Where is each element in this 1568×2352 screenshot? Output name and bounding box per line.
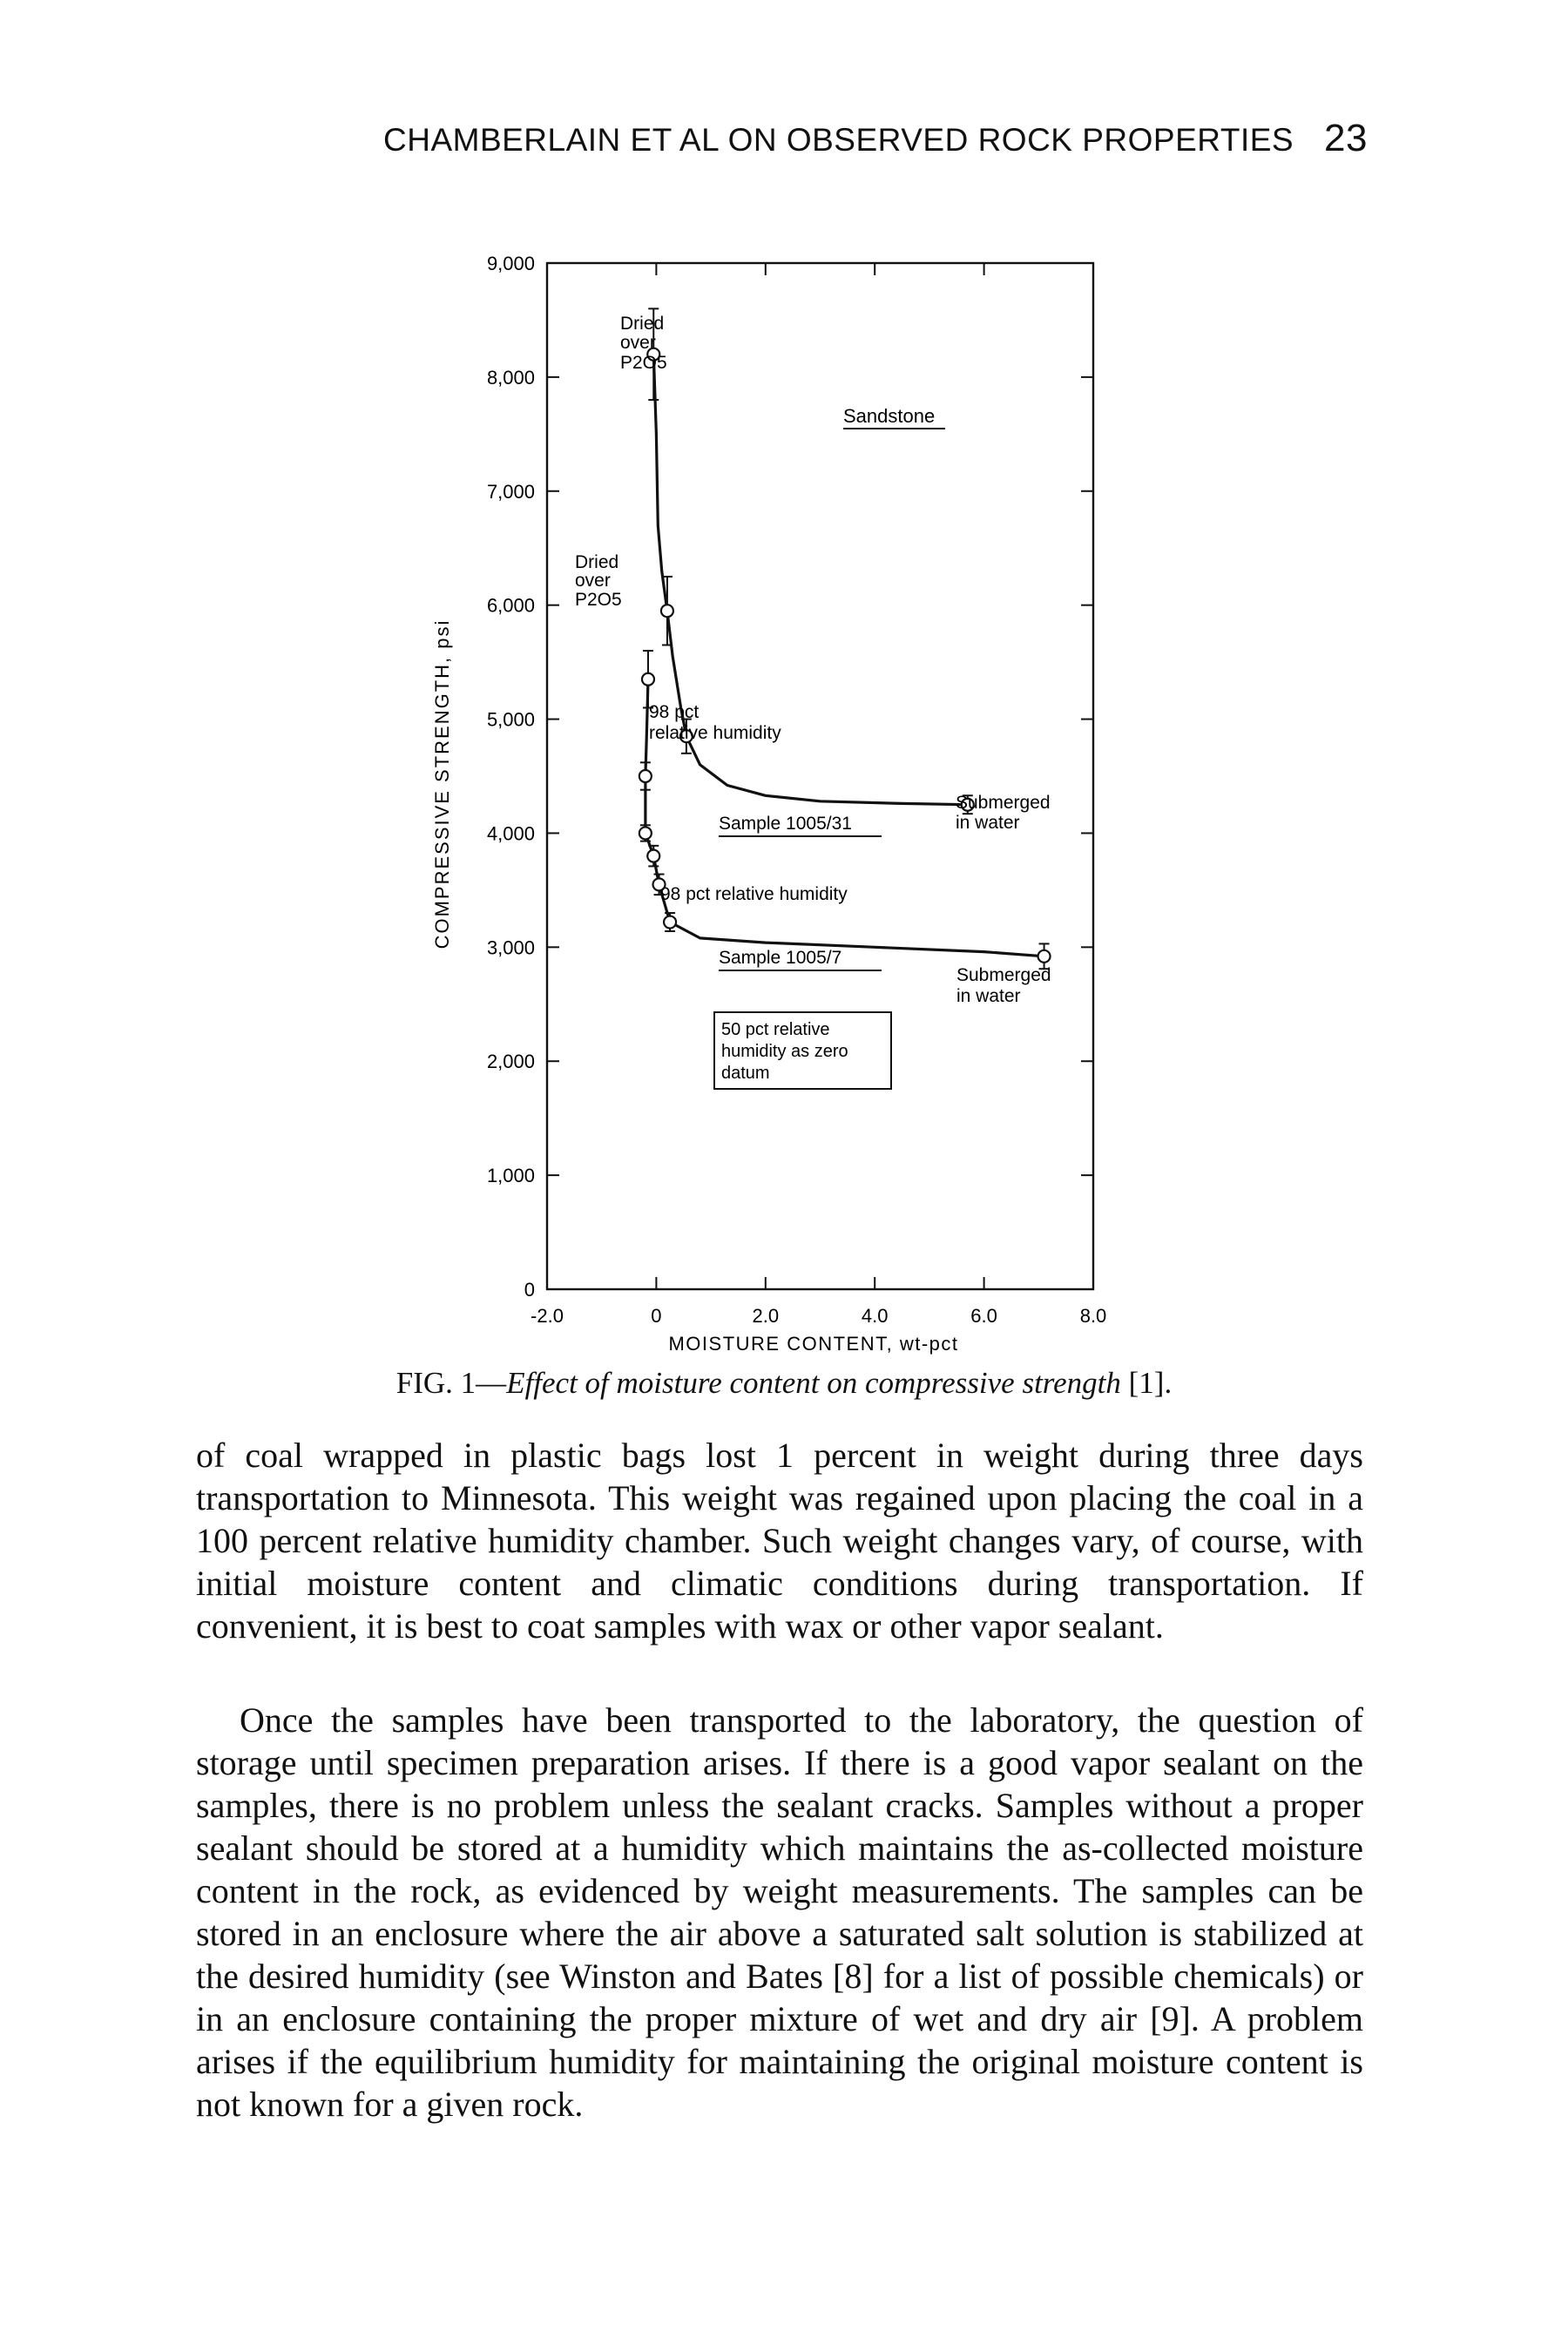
- caption-ref: [1].: [1120, 1366, 1173, 1400]
- annotation-rh98-upper-1: 98 pct: [649, 702, 700, 722]
- annotation-dried-top-1: Dried: [620, 314, 665, 334]
- data-point: [639, 827, 652, 839]
- annotation-sandstone: Sandstone: [843, 405, 936, 427]
- plot-frame: [547, 263, 1093, 1289]
- datum-note-line-2: humidity as zero: [721, 1042, 848, 1061]
- annotation-sample-7: Sample 1005/7: [719, 948, 842, 968]
- annotation-p2o5-top: P2O5: [620, 353, 667, 373]
- running-title: CHAMBERLAIN ET AL ON OBSERVED ROCK PROPERTIES: [383, 122, 1294, 158]
- datum-note-line-3: datum: [721, 1064, 770, 1083]
- x-tick-label: 2.0: [752, 1305, 780, 1327]
- data-point: [647, 850, 659, 862]
- annotation-rh98-lower: 98 pct relative humidity: [660, 884, 848, 904]
- page-number: 23: [1324, 117, 1368, 159]
- annotation-submerged-upper-2: in water: [956, 813, 1020, 833]
- annotation-submerged-upper-1: Submerged: [956, 793, 1051, 813]
- x-tick-label: -2.0: [531, 1305, 564, 1327]
- figure-1-chart: [418, 235, 1167, 1355]
- y-tick-label: 1,000: [486, 1165, 535, 1187]
- x-tick-label: 6.0: [970, 1305, 997, 1327]
- body-paragraph-2: [196, 1699, 1363, 2126]
- data-point: [642, 673, 654, 686]
- data-point: [664, 916, 676, 929]
- y-tick-label: 9,000: [486, 253, 535, 274]
- x-tick-label: 4.0: [861, 1305, 889, 1327]
- y-tick-label: 3,000: [486, 936, 535, 959]
- data-point: [1038, 950, 1051, 963]
- y-tick-label: 4,000: [486, 822, 535, 845]
- annotation-dried-left-1: Dried: [575, 552, 619, 572]
- x-axis-label: MOISTURE CONTENT, wt-pct: [668, 1333, 959, 1355]
- data-point: [639, 770, 652, 782]
- annotation-submerged-lower-1: Submerged: [956, 965, 1051, 985]
- annotation-dried-top-2: over: [620, 333, 656, 353]
- y-tick-label: 2,000: [486, 1051, 535, 1073]
- x-tick-label: 8.0: [1079, 1305, 1107, 1327]
- annotation-dried-left-2: over: [575, 571, 611, 591]
- y-tick-label: 0: [524, 1279, 535, 1301]
- y-axis: [487, 253, 1093, 1301]
- body-paragraph-1: [196, 1434, 1363, 1647]
- annotation-submerged-lower-2: in water: [956, 986, 1021, 1006]
- datum-note-line-1: 50 pct relative: [721, 1020, 830, 1039]
- data-point: [661, 605, 673, 617]
- annotation-sample-31: Sample 1005/31: [719, 814, 852, 834]
- y-tick-label: 8,000: [486, 366, 535, 389]
- y-tick-label: 5,000: [486, 708, 535, 731]
- caption-title: Effect of moisture content on compressive strength: [506, 1366, 1121, 1400]
- annotation-p2o5-left: P2O5: [575, 590, 622, 610]
- caption-label: FIG. 1—: [395, 1366, 507, 1400]
- y-tick-label: 6,000: [486, 594, 535, 617]
- figure-caption: [0, 1366, 1568, 1401]
- paragraph-text: of coal wrapped in plastic bags lost 1 percent in weight during three days transportation to Minnesota. This weight was regained upon placing the coal in a 100 percent relative humidity chamber. Such weight changes vary, of course, with initial moisture content and climatic conditions during transportation. If convenient, it is best to coat samples with wax or other vapor sealant.: [196, 1436, 1363, 1646]
- x-tick-label: 0: [651, 1305, 662, 1327]
- annotation-rh98-upper-2: relative humidity: [649, 723, 781, 743]
- paragraph-text: Once the samples have been transported to the laboratory, the question of storage until specimen preparation arises. If there is a good vapor sealant on the samples, there is no problem unless the sealant cracks. Samples without a proper sealant should be stored at a humidity which maintains the as-collected moisture content in the rock, as evidenced by weight measurements. The samples can be stored in an enclosure where the air above a saturated salt solution is stabilized at the desired humidity (see Winston and Bates [8] for a list of possible chemicals) or in an enclosure containing the proper mixture of wet and dry air [9]. A problem arises if the equilibrium humidity for maintaining the original moisture content is not known for a given rock.: [196, 1700, 1363, 2124]
- y-tick-label: 7,000: [486, 480, 535, 503]
- y-axis-label: COMPRESSIVE STRENGTH, psi: [431, 618, 453, 950]
